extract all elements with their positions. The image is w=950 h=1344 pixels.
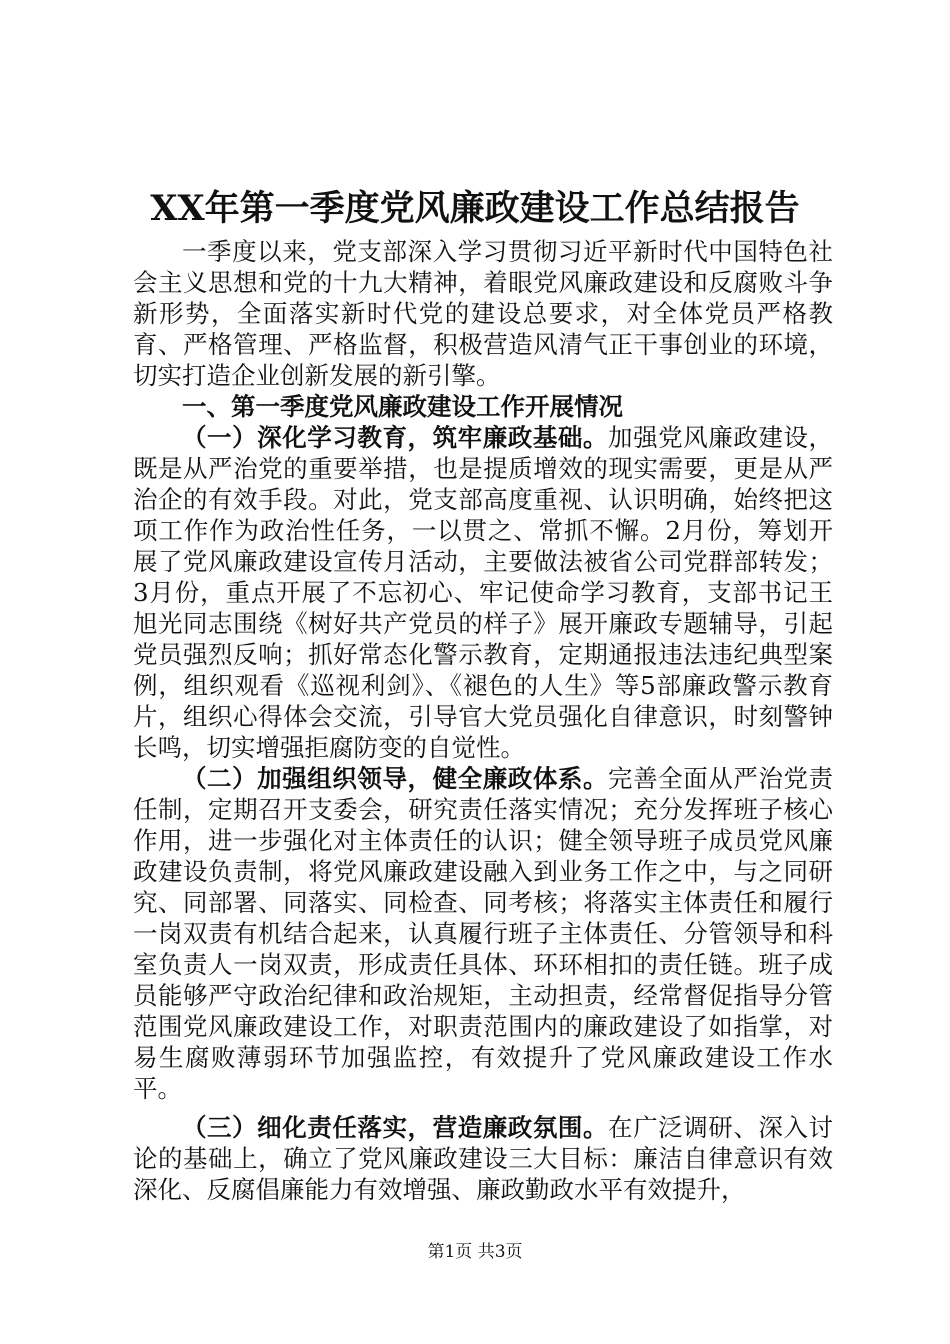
paragraph-lead: （一）深化学习教育，筑牢廉政基础。 <box>182 423 609 452</box>
paragraph-text: 完善全面从严治党责任制，定期召开支委会，研究责任落实情况；充分发挥班子核心作用，进一步强化对主体责任的认识；健全领导班子成员党风廉政建设负责制，将党风廉政建设融入到业务工作之中，与之同研究、同部署、同落实、同检查、同考核；将落实主体责任和履行一岗双责有机结合起来，认真履行班子主体责任、分管领导和科室负责人一岗双责，形成责任具体、环环相扣的责任链。班子成员能够严守政治纪律和政治规矩，主动担责，经常督促指导分管范围党风廉政建设工作，对职责范围内的廉政建设了如指掌，对易生腐败薄弱环节加强监控，有效提升了党风廉政建设工作水平。 <box>133 764 834 1103</box>
document-body <box>133 236 833 1205</box>
paragraph-lead: （三）细化责任落实，营造廉政氛围。 <box>182 1113 609 1142</box>
document-title: XX年第一季度党风廉政建设工作总结报告 <box>150 188 800 229</box>
paragraph-item-3 <box>133 1112 833 1205</box>
section-heading: 一、第一季度党风廉政建设工作开展情况 <box>182 392 623 421</box>
page-number-footer: 第1页 共3页 <box>427 1242 523 1262</box>
paragraph-item-1 <box>133 422 833 763</box>
paragraph-lead: （二）加强组织领导，健全廉政体系。 <box>182 764 609 793</box>
intro-paragraph: 一季度以来，党支部深入学习贯彻习近平新时代中国特色社会主义思想和党的十九大精神，着眼党风廉政建设和反腐败斗争新形势，全面落实新时代党的建设总要求，对全体党员严格教育、严格管理、严格监督，积极营造风清气正干事创业的环境，切实打造企业创新发展的新引擎。 <box>133 237 833 390</box>
paragraph-text: 加强党风廉政建设，既是从严治党的重要举措，也是提质增效的现实需要，更是从严治企的有效手段。对此，党支部高度重视、认识明确，始终把这项工作作为政治性任务，一以贯之、常抓不懈。2月份，筹划开展了党风廉政建设宣传月活动，主要做法被省公司党群部转发；3月份，重点开展了不忘初心、牢记使命学习教育，支部书记王旭光同志围绕《树好共产党员的样子》展开廉政专题辅导，引起党员强烈反响；抓好常态化警示教育，定期通报违法违纪典型案例，组织观看《巡视利剑》、《褪色的人生》等5部廉政警示教育片，组织心得体会交流，引导官大党员强化自律意识，时刻警钟长鸣，切实增强拒腐防变的自觉性。 <box>133 423 834 762</box>
paragraph-item-2 <box>133 763 833 1104</box>
paragraph-text: 在广泛调研、深入讨论的基础上，确立了党风廉政建设三大目标：廉洁自律意识有效深化、反腐倡廉能力有效增强、廉政勤政水平有效提升， <box>133 1113 834 1204</box>
